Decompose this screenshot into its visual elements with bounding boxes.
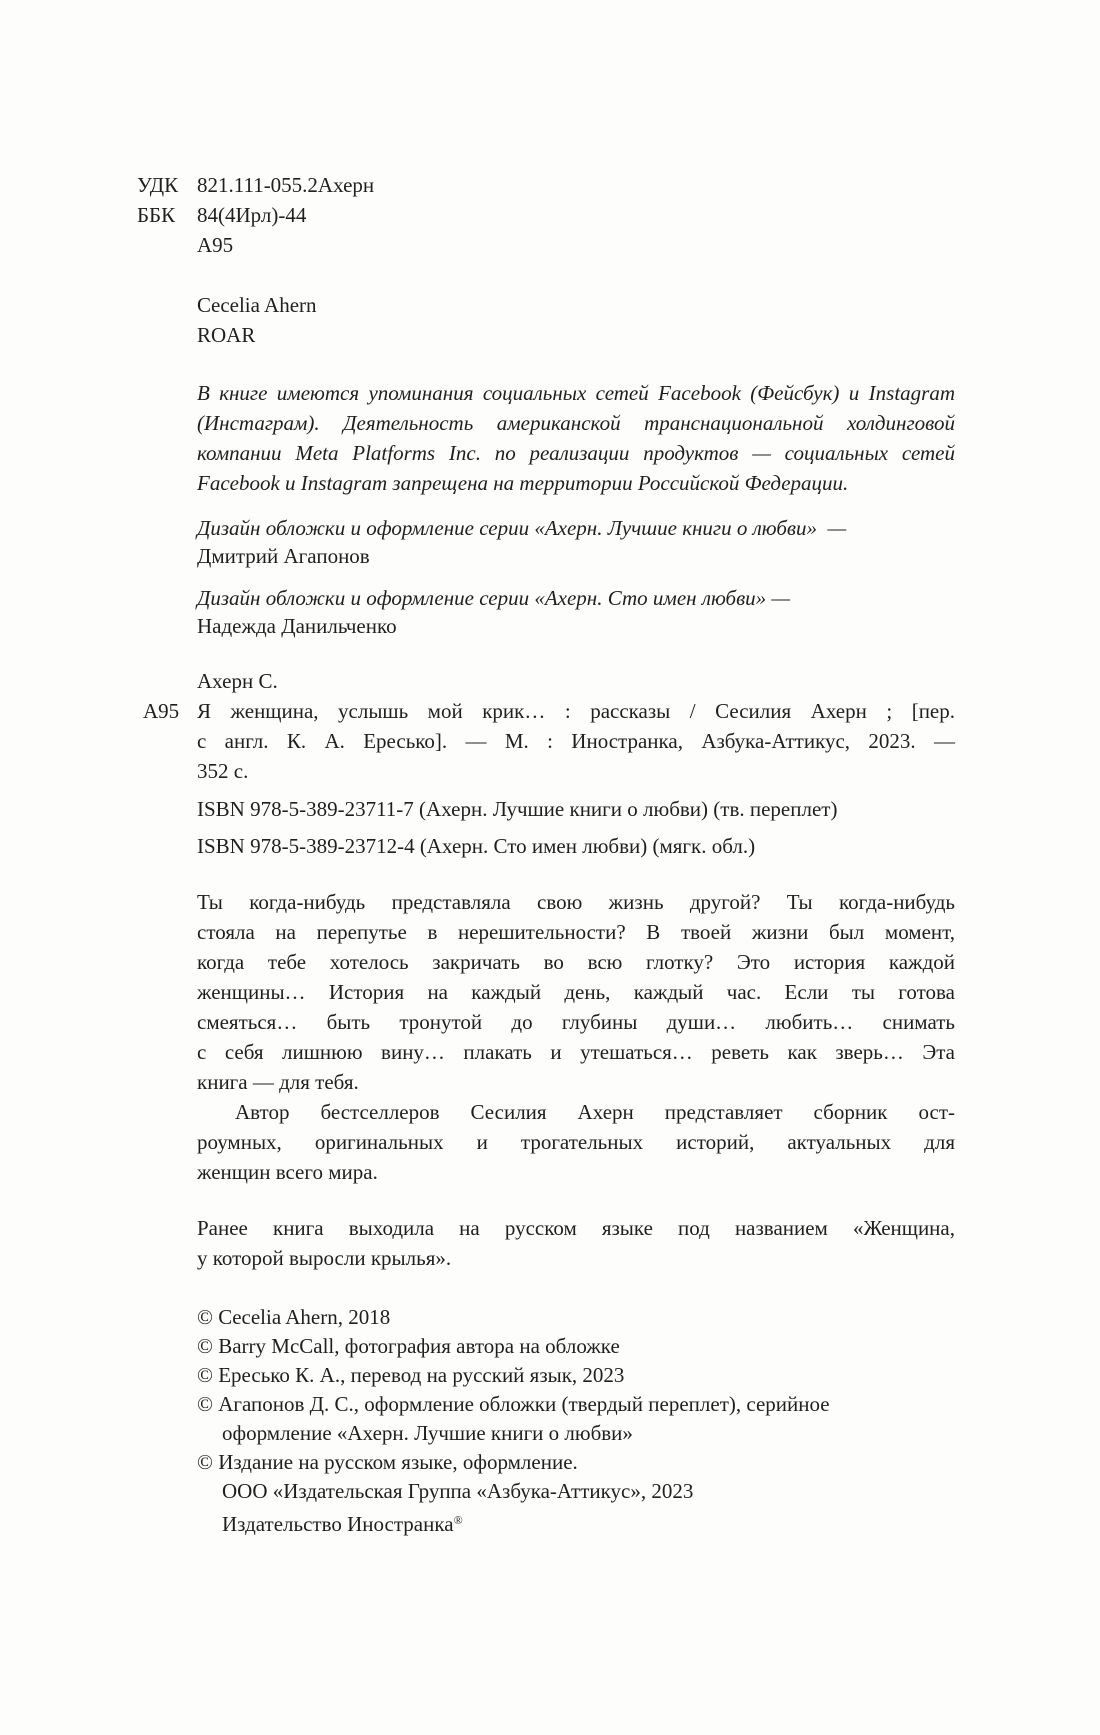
design-credit-best-love-books — [197, 514, 955, 570]
text-line: женщины… История на каждый день, каждый час. Если ты готова — [197, 980, 955, 1004]
isbn-paperback: ISBN 978-5-389-23712-4 (Ахерн. Сто имен любви) (мягк. обл.) — [197, 834, 756, 858]
udc-value: 821.111-055.2Ахерн — [197, 173, 375, 197]
catalog-card-code: А95 — [143, 699, 180, 723]
original-edition-block — [197, 290, 955, 350]
isbn-hardcover: ISBN 978-5-389-23711-7 (Ахерн. Лучшие книги о любви) (тв. переплет) — [197, 797, 838, 821]
text-line: смеяться… быть тронутой до глубины души… любить… снимать — [197, 1010, 955, 1034]
copyright-line-publishing-group: ООО «Издательская Группа «Азбука-Аттикус», 2023 — [222, 1479, 694, 1503]
registered-trademark-symbol: ® — [453, 1513, 463, 1527]
design-credit-role: Дизайн обложки и оформление серии «Ахерн. Лучшие книги о любви» — — [197, 516, 847, 540]
text-line: роумных, оригинальных и трогательных историй, актуальных для — [197, 1130, 955, 1154]
catalog-card-description — [197, 696, 955, 786]
copyright-line-author: © Cecelia Ahern, 2018 — [197, 1305, 391, 1329]
catalog-card-entry — [143, 696, 955, 786]
copyright-line-translation: © Ересько К. А., перевод на русский язык, 2023 — [197, 1363, 625, 1387]
classification-block — [137, 170, 955, 260]
text-line: Facebook и Instagram запрещена на территории Российской Федерации. — [197, 471, 849, 495]
bbk-label: ББК — [137, 203, 176, 227]
text-line: компании Meta Platforms Inc. по реализации продуктов — социальных сетей — [197, 441, 955, 465]
original-title: ROAR — [197, 323, 256, 347]
isbn-block — [197, 794, 955, 861]
catalog-card — [143, 666, 955, 786]
text-line: Я женщина, услышь мой крик… : рассказы / Сесилия Ахерн ; [пер. — [197, 699, 955, 723]
publisher-name: Издательство Иностранка — [222, 1512, 454, 1536]
design-credit-hundred-names-of-love — [197, 584, 955, 640]
annotation-paragraph-2 — [197, 1097, 955, 1187]
text-line: когда тебе хотелось закричать во всю глотку? Это история каждой — [197, 950, 955, 974]
copyright-block — [197, 1303, 955, 1539]
design-credit-role: Дизайн обложки и оформление серии «Ахерн. Сто имен любви» — — [197, 586, 791, 610]
previous-edition-note — [197, 1213, 955, 1273]
author-code: А95 — [197, 233, 234, 257]
design-credit-name: Надежда Данильченко — [197, 614, 397, 638]
text-line: с себя лишнюю вину… плакать и утешаться… реветь как зверь… Эта — [197, 1040, 955, 1064]
text-line: (Инстаграм). Деятельность американской транснациональной холдинговой — [197, 411, 955, 435]
annotation-block — [197, 887, 955, 1187]
text-line: у которой выросли крылья». — [197, 1246, 452, 1270]
text-line: стояла на перепутье в нерешительности? В твоей жизни был момент, — [197, 920, 955, 944]
copyright-line-photo: © Barry McCall, фотография автора на обложке — [197, 1334, 620, 1358]
text-line: 352 с. — [197, 759, 249, 783]
catalog-card-author: Ахерн С. — [197, 669, 278, 693]
design-credit-name: Дмитрий Агапонов — [197, 544, 370, 568]
text-line: женщин всего мира. — [197, 1160, 378, 1184]
text-line: с англ. К. А. Ересько]. — М. : Иностранка, Азбука-Аттикус, 2023. — — [197, 729, 955, 753]
udc-label: УДК — [137, 173, 179, 197]
social-networks-disclaimer — [197, 378, 955, 498]
text-line: книга — для тебя. — [197, 1070, 359, 1094]
copyright-line-cover-design: © Агапонов Д. С., оформление обложки (твердый переплет), серийное — [197, 1392, 830, 1416]
bbk-line — [137, 200, 955, 230]
text-line: Ранее книга выходила на русском языке под названием «Женщина, — [197, 1216, 955, 1240]
bbk-value: 84(4Ирл)-44 — [197, 203, 307, 227]
text-line: В книге имеются упоминания социальных сетей Facebook (Фейсбук) и Instagram — [197, 381, 955, 405]
author-code-line — [137, 230, 955, 260]
text-line: Ты когда-нибудь представляла свою жизнь другой? Ты когда-нибудь — [197, 890, 955, 914]
original-author: Cecelia Ahern — [197, 293, 317, 317]
copyright-line-russian-edition: © Издание на русском языке, оформление. — [197, 1450, 578, 1474]
annotation-paragraph-1 — [197, 887, 955, 1097]
text-line: Автор бестселлеров Сесилия Ахерн представляет сборник ост- — [235, 1100, 955, 1124]
copyright-line-cover-design-continuation: оформление «Ахерн. Лучшие книги о любви» — [222, 1421, 633, 1445]
copyright-line-publisher — [197, 1506, 955, 1539]
udc-line — [137, 170, 955, 200]
